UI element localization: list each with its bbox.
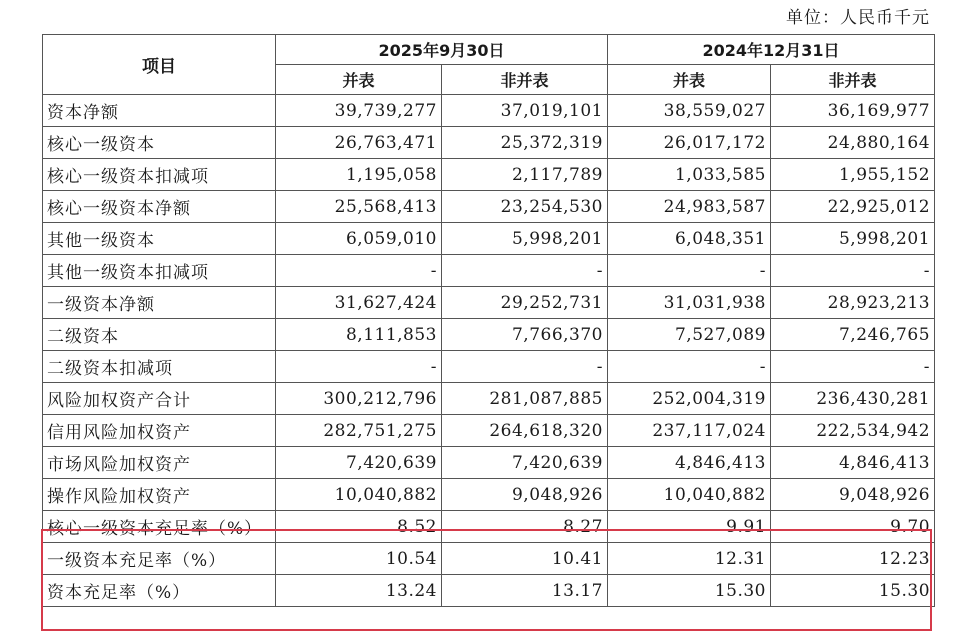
capital-adequacy-table	[42, 34, 935, 607]
row-value: 10.54	[276, 543, 442, 575]
row-value: 26,763,471	[276, 127, 442, 159]
row-value: 1,955,152	[771, 159, 935, 191]
row-value: -	[771, 255, 935, 287]
row-value: 7,246,765	[771, 319, 935, 351]
row-value: 12.23	[771, 543, 935, 575]
table-row	[43, 575, 935, 607]
row-value: -	[442, 351, 608, 383]
row-value: 8.27	[442, 511, 608, 543]
subheader-standalone-2025: 非并表	[442, 65, 608, 95]
subheader-standalone-2024: 非并表	[771, 65, 935, 95]
row-label: 其他一级资本	[43, 223, 276, 255]
row-value: -	[771, 351, 935, 383]
row-value: 282,751,275	[276, 415, 442, 447]
row-value: 9,048,926	[442, 479, 608, 511]
table-row	[43, 383, 935, 415]
row-value: 39,739,277	[276, 95, 442, 127]
row-label: 二级资本	[43, 319, 276, 351]
row-value: 237,117,024	[608, 415, 771, 447]
subheader-consolidated-2024: 并表	[608, 65, 771, 95]
row-value: 6,048,351	[608, 223, 771, 255]
row-value: 6,059,010	[276, 223, 442, 255]
row-value: 4,846,413	[608, 447, 771, 479]
row-label: 市场风险加权资产	[43, 447, 276, 479]
row-value: 31,627,424	[276, 287, 442, 319]
table-row	[43, 511, 935, 543]
row-value: 28,923,213	[771, 287, 935, 319]
row-label: 资本充足率（%）	[43, 575, 276, 607]
row-value: 9,048,926	[771, 479, 935, 511]
row-value: 9.91	[608, 511, 771, 543]
row-value: 25,372,319	[442, 127, 608, 159]
row-value: 5,998,201	[442, 223, 608, 255]
header-period-2025: 2025年9月30日	[276, 35, 608, 65]
row-value: 7,420,639	[276, 447, 442, 479]
row-value: 31,031,938	[608, 287, 771, 319]
row-value: 24,880,164	[771, 127, 935, 159]
row-value: 10,040,882	[608, 479, 771, 511]
row-value: 1,033,585	[608, 159, 771, 191]
row-value: 15.30	[608, 575, 771, 607]
row-value: 7,527,089	[608, 319, 771, 351]
row-value: 8,111,853	[276, 319, 442, 351]
table-row	[43, 159, 935, 191]
table-row	[43, 223, 935, 255]
table-row	[43, 95, 935, 127]
row-value: 37,019,101	[442, 95, 608, 127]
row-value: -	[608, 351, 771, 383]
row-value: 38,559,027	[608, 95, 771, 127]
row-value: 9.70	[771, 511, 935, 543]
table-row	[43, 319, 935, 351]
row-value: 13.17	[442, 575, 608, 607]
row-label: 一级资本净额	[43, 287, 276, 319]
row-value: 300,212,796	[276, 383, 442, 415]
row-value: -	[608, 255, 771, 287]
row-value: 236,430,281	[771, 383, 935, 415]
row-label: 核心一级资本	[43, 127, 276, 159]
header-period-2024: 2024年12月31日	[608, 35, 935, 65]
row-label: 核心一级资本充足率（%）	[43, 511, 276, 543]
row-value: 25,568,413	[276, 191, 442, 223]
row-value: 13.24	[276, 575, 442, 607]
row-value: 10.41	[442, 543, 608, 575]
table-row	[43, 447, 935, 479]
table-row	[43, 543, 935, 575]
row-label: 一级资本充足率（%）	[43, 543, 276, 575]
row-value: 12.31	[608, 543, 771, 575]
row-value: 36,169,977	[771, 95, 935, 127]
row-value: 4,846,413	[771, 447, 935, 479]
row-value: 10,040,882	[276, 479, 442, 511]
row-value: -	[276, 351, 442, 383]
table-row	[43, 191, 935, 223]
row-value: 8.52	[276, 511, 442, 543]
table-row	[43, 415, 935, 447]
row-label: 信用风险加权资产	[43, 415, 276, 447]
table-row	[43, 287, 935, 319]
row-label: 资本净额	[43, 95, 276, 127]
row-value: 7,420,639	[442, 447, 608, 479]
row-value: 29,252,731	[442, 287, 608, 319]
row-label: 核心一级资本净额	[43, 191, 276, 223]
table-row	[43, 127, 935, 159]
row-value: 264,618,320	[442, 415, 608, 447]
row-value: 2,117,789	[442, 159, 608, 191]
row-value: 24,983,587	[608, 191, 771, 223]
row-value: 5,998,201	[771, 223, 935, 255]
row-value: 15.30	[771, 575, 935, 607]
row-label: 核心一级资本扣减项	[43, 159, 276, 191]
row-value: 281,087,885	[442, 383, 608, 415]
row-label: 操作风险加权资产	[43, 479, 276, 511]
row-label: 二级资本扣减项	[43, 351, 276, 383]
subheader-consolidated-2025: 并表	[276, 65, 442, 95]
row-value: 22,925,012	[771, 191, 935, 223]
table-row	[43, 351, 935, 383]
row-label: 风险加权资产合计	[43, 383, 276, 415]
unit-label: 单位：人民币千元	[786, 8, 930, 28]
row-value: 7,766,370	[442, 319, 608, 351]
row-value: 23,254,530	[442, 191, 608, 223]
table-row	[43, 479, 935, 511]
row-value: -	[442, 255, 608, 287]
table-row	[43, 255, 935, 287]
row-value: -	[276, 255, 442, 287]
row-value: 222,534,942	[771, 415, 935, 447]
header-item: 项目	[43, 35, 276, 95]
row-label: 其他一级资本扣减项	[43, 255, 276, 287]
row-value: 26,017,172	[608, 127, 771, 159]
row-value: 1,195,058	[276, 159, 442, 191]
row-value: 252,004,319	[608, 383, 771, 415]
